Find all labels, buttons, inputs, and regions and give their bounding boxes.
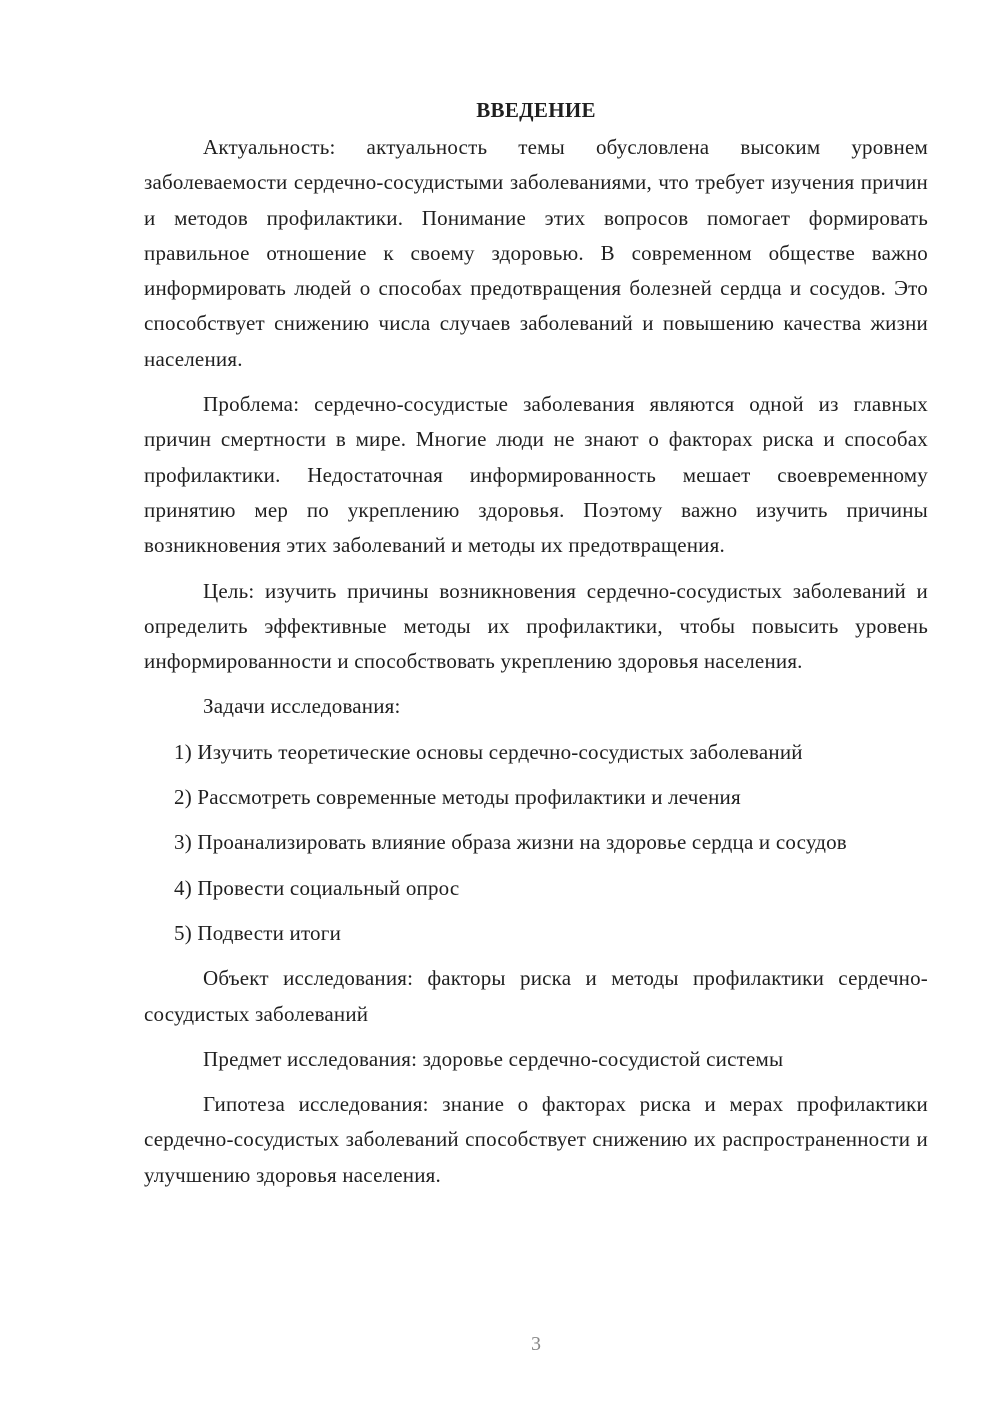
task-item-4: 4) Провести социальный опрос: [174, 875, 460, 900]
task-item-1: 1) Изучить теоретические основы сердечно-сосудистых заболеваний: [174, 739, 803, 764]
page-number: 3: [531, 1333, 541, 1355]
paragraph-hypothesis: Гипотеза исследования: знание о факторах риска и мерах профилактики сердечно-сосудистых заболеваний способствует снижению их распространенности и улучшению здоровья населения.: [144, 1092, 928, 1187]
page-title: ВВЕДЕНИЕ: [476, 98, 596, 122]
paragraph-goal: Цель: изучить причины возникновения сердечно-сосудистых заболеваний и определить эффективные методы их профилактики, чтобы повысить уровень информированности и способствовать укреплению здоровья населения.: [144, 578, 928, 674]
document-page: [144, 92, 928, 1203]
paragraph-relevance: Актуальность: актуальность темы обусловлена высоким уровнем заболеваемости сердечно-сосудистыми заболеваниями, что требует изучения причин и методов профилактики. Понимание этих вопросов помогает формировать правильное отношение к своему здоровью. В современном обществе важно информировать людей о способах предотвращения болезней сердца и сосудов. Это способствует снижению числа случаев заболеваний и повышению качества жизни населения.: [144, 135, 928, 371]
paragraph-problem: Проблема: сердечно-сосудистые заболевания являются одной из главных причин смертности в мире. Многие люди не знают о факторах риска и способах профилактики. Недостаточная информированность мешает своевременному принятию мер по укреплению здоровья. Поэтому важно изучить причины возникновения этих заболеваний и методы их предотвращения.: [144, 392, 928, 558]
paragraph-subject: Предмет исследования: здоровье сердечно-сосудистой системы: [203, 1046, 784, 1071]
paragraph-tasks-heading: Задачи исследования:: [203, 694, 401, 719]
task-item-2: 2) Рассмотреть современные методы профилактики и лечения: [174, 785, 741, 810]
task-item-5: 5) Подвести итоги: [174, 920, 342, 945]
task-item-3: 3) Проанализировать влияние образа жизни на здоровье сердца и сосудов: [174, 830, 847, 855]
paragraph-object: Объект исследования: факторы риска и методы профилактики сердечно-сосудистых заболеваний: [144, 966, 928, 1026]
